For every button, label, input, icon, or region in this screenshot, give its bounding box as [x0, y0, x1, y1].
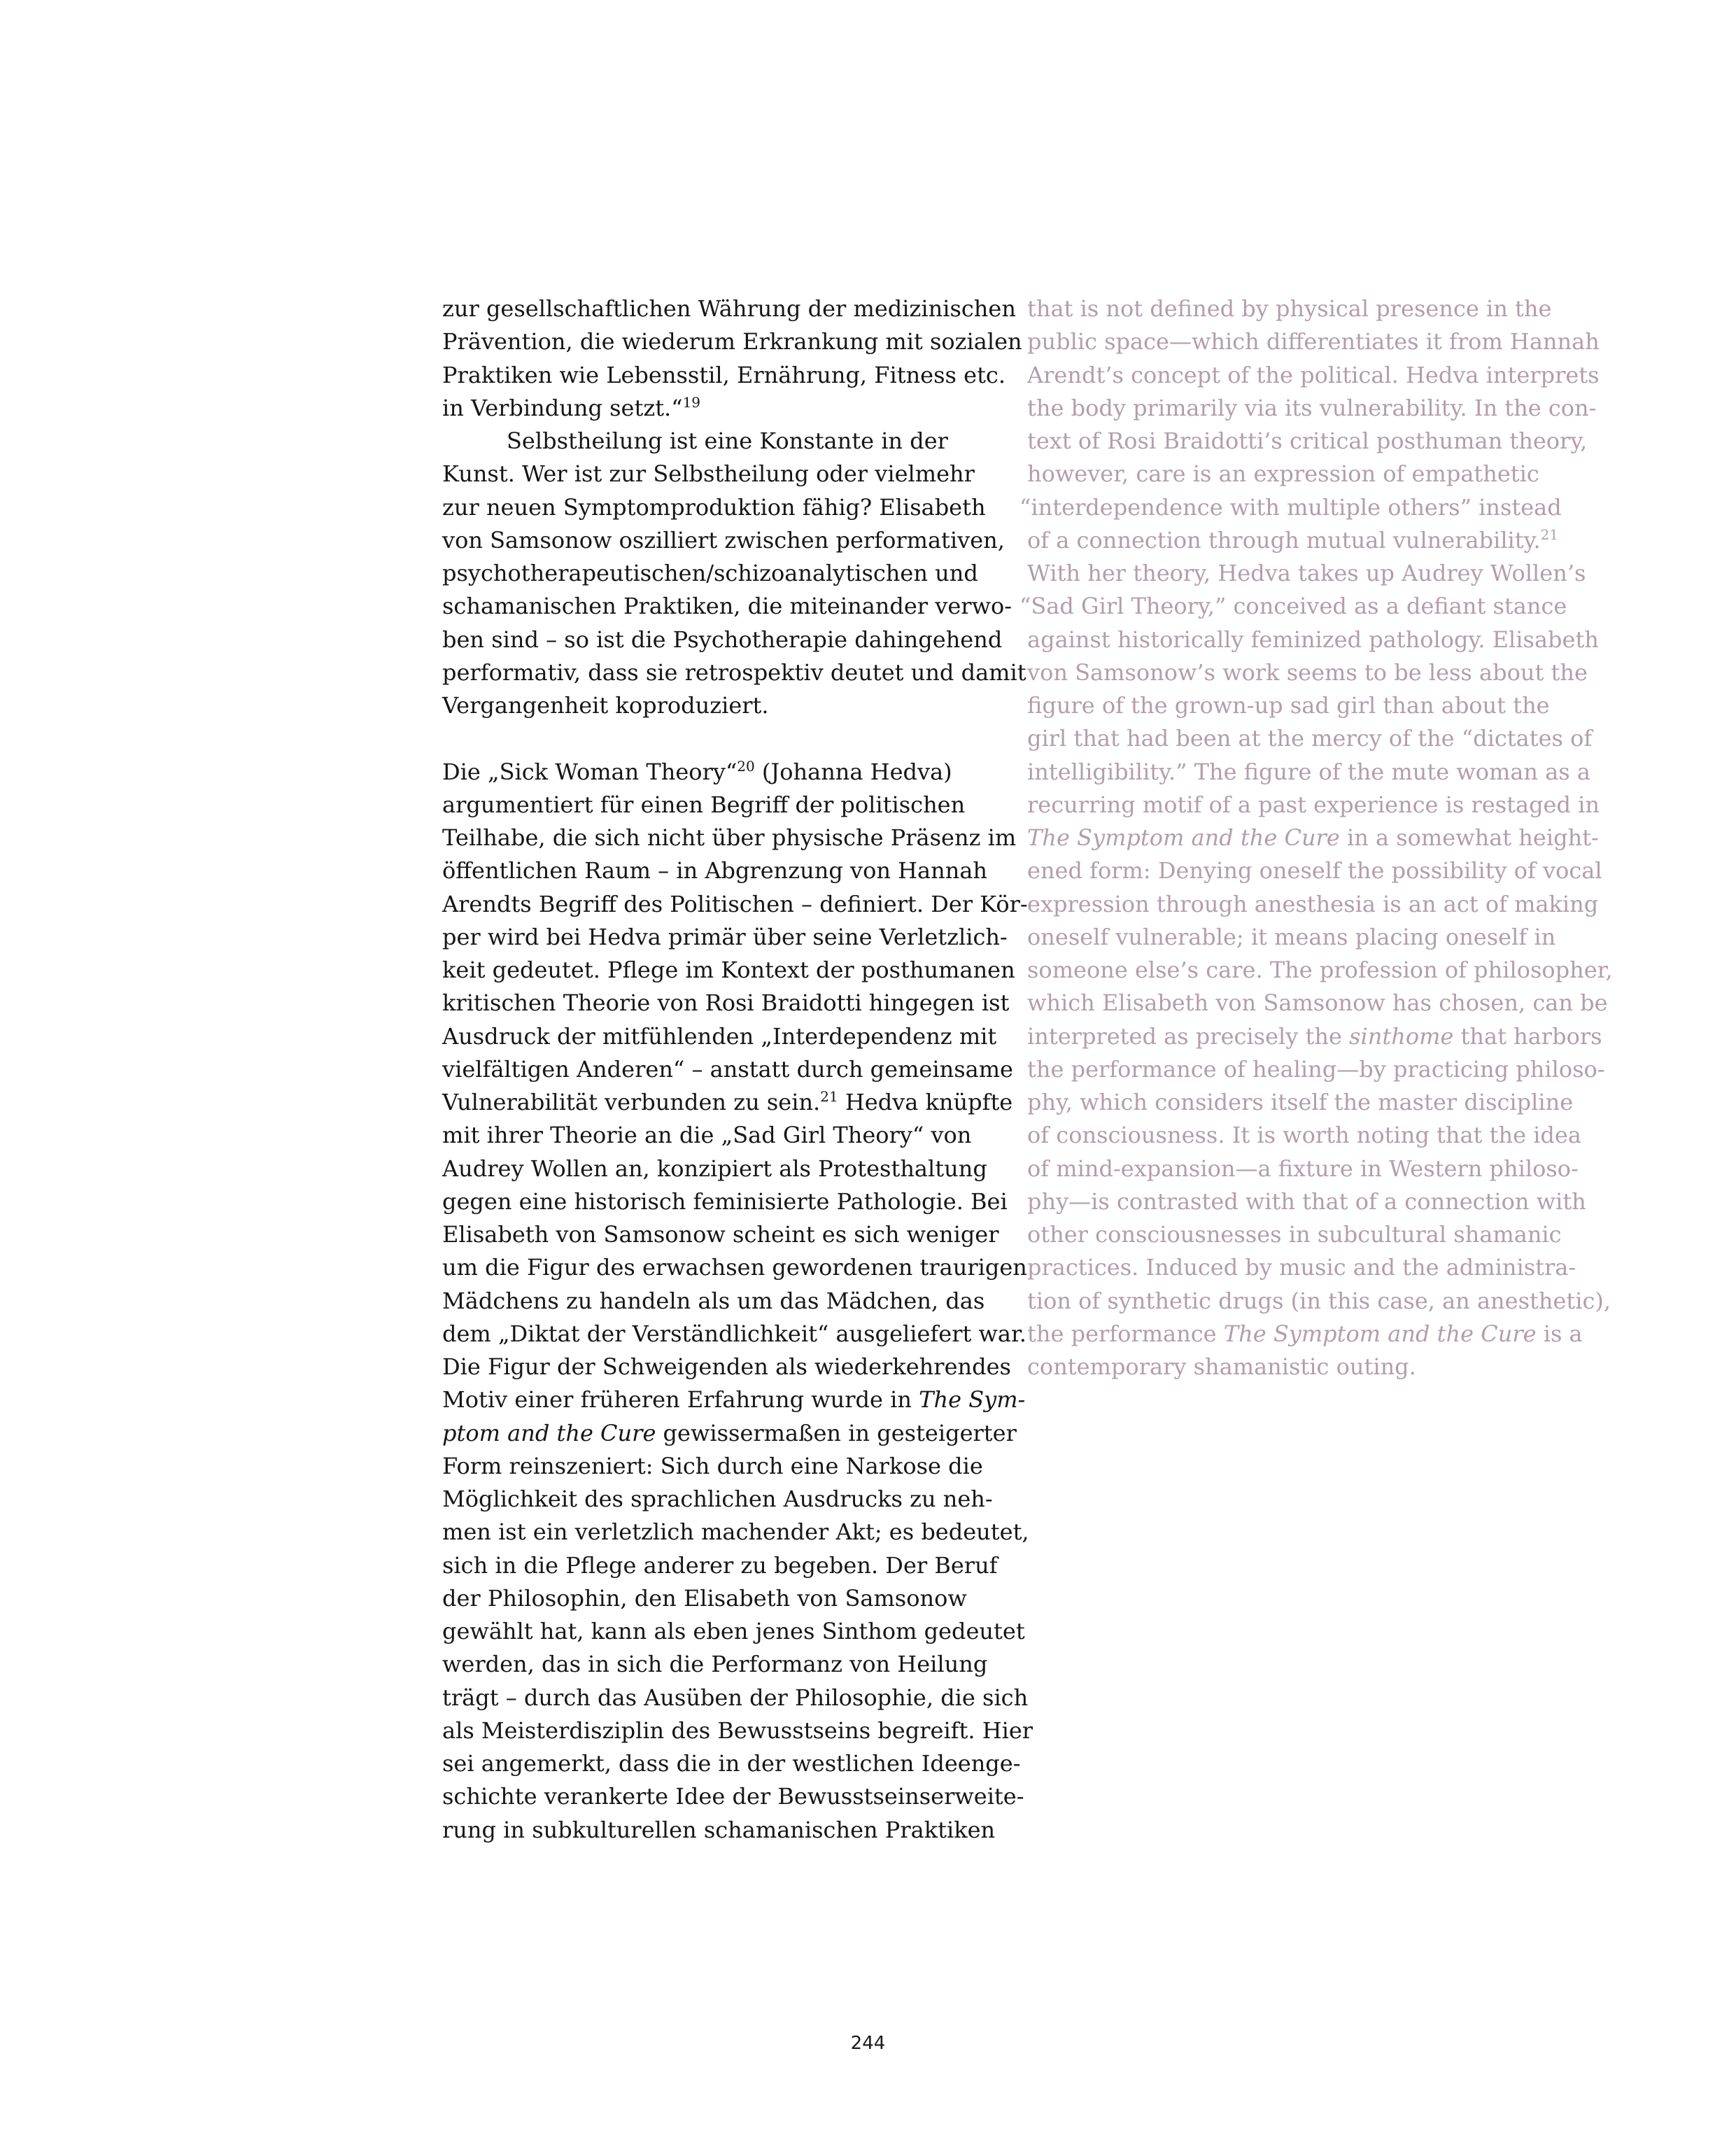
- line-text: contemporary shamanistic outing.: [1027, 1353, 1416, 1380]
- line-text: phy, which considers itself the master discipline: [1027, 1089, 1574, 1115]
- text-line: [442, 1483, 1009, 1516]
- text-line: [442, 1615, 1025, 1648]
- line-text: other consciousnesses in subcultural shamanic: [1027, 1221, 1562, 1248]
- line-text: someone else’s care. The profession of philosopher,: [1027, 957, 1613, 983]
- line-text: als Meisterdisziplin des Bewusstseins begreift. Hier: [442, 1717, 1033, 1744]
- text-line: [442, 854, 1009, 887]
- line-text: psychotherapeutischen/schizoanalytischen und: [442, 560, 978, 586]
- text-line: [1027, 359, 1600, 392]
- text-line: [1027, 1086, 1594, 1119]
- text-line: [442, 1218, 1009, 1251]
- line-text: in Verbindung setzt.“: [442, 394, 683, 421]
- line-text: Die Figur der Schweigenden als wiederkehrendes: [442, 1353, 1011, 1380]
- text-line: [442, 756, 1009, 789]
- line-text: Audrey Wollen an, konzipiert als Protesthaltung: [442, 1155, 987, 1182]
- line-text: “interdependence with multiple others” instead: [1019, 493, 1562, 521]
- text-line: [442, 1417, 1017, 1450]
- text-line: [1027, 1053, 1605, 1086]
- line-text: dem „Diktat der Verständlichkeit“ ausgeliefert war.: [442, 1320, 1026, 1347]
- line-text: the performance of healing—by practicing philoso-: [1027, 1055, 1605, 1083]
- footnote-marker: 20: [737, 757, 755, 775]
- text-line: [442, 458, 1009, 491]
- text-line: [1027, 524, 1594, 557]
- line-text: which Elisabeth von Samsonow has chosen, can be: [1027, 989, 1608, 1017]
- line-text: against historically feminized pathology. Elisabeth: [1027, 626, 1599, 653]
- line-text: argumentiert für einen Begriff der politischen: [442, 791, 966, 818]
- line-text: that is not defined by physical presence in the: [1027, 295, 1552, 322]
- text-line: [442, 1780, 1024, 1813]
- text-line: [442, 921, 1009, 954]
- text-line: [1027, 789, 1600, 822]
- line-text: ben sind – so ist die Psychotherapie dahingehend: [442, 626, 1003, 653]
- text-line: [1019, 590, 1594, 623]
- text-line: [442, 524, 1009, 557]
- line-text: ened form: Denying oneself the possibility of vocal: [1027, 857, 1602, 885]
- line-text: men ist ein verletzlich machender Akt; es bedeutet,: [442, 1519, 1029, 1546]
- text-line: [1027, 656, 1594, 689]
- text-line: [1027, 392, 1597, 425]
- text-line: [1027, 557, 1594, 590]
- line-text: the performance: [1027, 1320, 1224, 1347]
- text-line: [1027, 623, 1599, 656]
- text-line: [442, 987, 1009, 1020]
- text-line: [442, 1450, 1009, 1483]
- line-text: practices. Induced by music and the administra-: [1027, 1254, 1576, 1281]
- text-line: [442, 1318, 1026, 1351]
- text-line: [1027, 1251, 1594, 1284]
- line-text: werden, das in sich die Performanz von Heilung: [442, 1651, 988, 1678]
- line-text: With her theory, Hedva takes up Audrey Wollen’s: [1027, 560, 1586, 586]
- text-line: [442, 590, 1012, 623]
- line-text-continued: (Johanna Hedva): [754, 758, 952, 785]
- text-line: [442, 491, 1009, 524]
- text-line: [442, 1053, 1013, 1086]
- line-text: per wird bei Hedva primär über seine Verletzlich-: [442, 923, 1008, 950]
- line-text: sich in die Pflege anderer zu begeben. Der Beruf: [442, 1551, 998, 1579]
- line-text: gegen eine historisch feminisierte Pathologie. Bei: [442, 1188, 1008, 1215]
- line-text: sei angemerkt, dass die in der westlichen Ideenge-: [442, 1750, 1021, 1777]
- text-line: [442, 1648, 1009, 1681]
- german-text-column: [442, 293, 1033, 1847]
- text-line: [1019, 491, 1594, 524]
- line-text: von Samsonow oszilliert zwischen performativen,: [442, 526, 1005, 554]
- line-text: Form reinszeniert: Sich durch eine Narkose die: [442, 1452, 983, 1479]
- text-line: [1027, 1020, 1602, 1053]
- line-text: schamanischen Praktiken, die miteinander verwo-: [442, 593, 1012, 620]
- text-line: [1027, 1318, 1594, 1351]
- text-line: [442, 1814, 1009, 1847]
- text-line: [442, 1153, 1009, 1185]
- text-line: [442, 1185, 1009, 1218]
- line-text: of mind-expansion—a fixture in Western philoso-: [1027, 1155, 1579, 1182]
- line-text: rung in subkulturellen schamanischen Praktiken: [442, 1816, 996, 1843]
- text-line: [442, 789, 1009, 822]
- line-text: öffentlichen Raum – in Abgrenzung von Hannah: [442, 857, 988, 885]
- text-line: [442, 1549, 1009, 1582]
- footnote-marker: 21: [1540, 526, 1559, 543]
- line-text: zur gesellschaftlichen Währung der medizinischen: [442, 295, 1016, 322]
- text-line: [442, 1351, 1009, 1383]
- line-text: kritischen Theorie von Rosi Braidotti hingegen ist: [442, 989, 1010, 1017]
- line-text: Motiv einer früheren Erfahrung wurde in: [442, 1386, 919, 1414]
- line-text: public space—which differentiates it from Hannah: [1027, 328, 1600, 355]
- text-line: [442, 1516, 1029, 1549]
- text-line: [1027, 325, 1600, 358]
- text-line: [1027, 1119, 1594, 1152]
- line-text: trägt – durch das Ausüben der Philosophie, die sich: [442, 1684, 1029, 1711]
- text-line: [442, 293, 1016, 325]
- line-text: um die Figur des erwachsen gewordenen traurigen: [442, 1254, 1027, 1281]
- italic-title: The Symptom and the Cure: [1223, 1320, 1537, 1347]
- text-line: [1027, 987, 1608, 1020]
- line-text: Möglichkeit des sprachlichen Ausdrucks zu neh-: [442, 1486, 993, 1512]
- text-line: [442, 359, 1009, 392]
- line-text: performativ, dass sie retrospektiv deutet und damit: [442, 658, 1026, 686]
- line-text-continued: in a somewhat height-: [1339, 824, 1599, 851]
- text-line: [1027, 1153, 1594, 1185]
- line-text: Ausdruck der mitfühlenden „Interdependenz mit: [442, 1022, 997, 1050]
- line-text: girl that had been at the mercy of the “dictates of: [1027, 725, 1593, 752]
- line-text: interpreted as precisely the: [1027, 1022, 1350, 1050]
- line-text: Arendt’s concept of the political. Hedva interprets: [1027, 361, 1600, 388]
- text-line: [1027, 921, 1594, 954]
- text-line: [1027, 1218, 1594, 1251]
- text-line: [1027, 1351, 1594, 1383]
- line-text: keit gedeutet. Pflege im Kontext der posthumanen: [442, 957, 1015, 983]
- line-text: Praktiken wie Lebensstil, Ernährung, Fitness etc.: [442, 361, 1006, 388]
- text-line: [442, 1251, 1027, 1284]
- paragraph-gap: [442, 722, 1009, 755]
- text-line: [442, 425, 1009, 458]
- page-number: 244: [850, 2033, 886, 2054]
- line-text: Die „Sick Woman Theory“: [442, 758, 738, 785]
- line-text: schichte verankerte Idee der Bewusstseinserweite-: [442, 1783, 1024, 1810]
- text-line: [442, 557, 1009, 590]
- text-line: [442, 1119, 1009, 1152]
- line-text: “Sad Girl Theory,” conceived as a defiant stance: [1019, 593, 1567, 620]
- text-line: [1027, 756, 1594, 789]
- line-text: Vulnerabilität verbunden zu sein.: [442, 1089, 821, 1115]
- italic-title: The Symptom and the Cure: [1027, 824, 1340, 851]
- text-line: [442, 689, 1009, 722]
- line-text: gewählt hat, kann als eben jenes Sinthom gedeutet: [442, 1618, 1025, 1644]
- line-text: of consciousness. It is worth noting that the idea: [1027, 1122, 1581, 1149]
- text-line: [442, 1747, 1021, 1780]
- line-text: expression through anesthesia is an act of making: [1027, 890, 1599, 917]
- text-line: [1027, 722, 1594, 755]
- footnote-marker: 19: [682, 393, 701, 411]
- line-text: Selbstheilung ist eine Konstante in der: [507, 428, 948, 454]
- line-text: however, care is an expression of empathetic: [1027, 460, 1539, 488]
- text-line: [1027, 458, 1594, 491]
- text-line: [442, 888, 1028, 921]
- line-text: Arendts Begriff des Politischen – definiert. Der Kör-: [442, 890, 1028, 917]
- english-translation-column: [1019, 293, 1613, 1383]
- line-text: intelligibility.” The figure of the mute woman as a: [1027, 758, 1590, 785]
- line-text: von Samsonow’s work seems to be less about the: [1027, 658, 1588, 686]
- line-text: der Philosophin, den Elisabeth von Samsonow: [442, 1584, 967, 1612]
- line-text: tion of synthetic drugs (in this case, an anesthetic),: [1027, 1287, 1611, 1314]
- line-text: text of Rosi Braidotti’s critical posthuman theory,: [1027, 428, 1588, 454]
- line-text: Kunst. Wer ist zur Selbstheilung oder vielmehr: [442, 460, 975, 488]
- text-line: [1027, 822, 1599, 854]
- text-line: [442, 325, 1022, 358]
- line-text: oneself vulnerable; it means placing oneself in: [1027, 923, 1556, 950]
- text-line: [442, 954, 1015, 987]
- line-text: Prävention, die wiederum Erkrankung mit sozialen: [442, 328, 1022, 355]
- text-line: [442, 822, 1017, 854]
- text-line: [442, 1582, 1009, 1615]
- text-line: [1027, 425, 1594, 458]
- line-text: vielfältigen Anderen“ – anstatt durch gemeinsame: [442, 1055, 1013, 1083]
- text-line: [1027, 689, 1594, 722]
- text-line: [1027, 1185, 1594, 1218]
- line-text: zur neuen Symptomproduktion fähig? Elisabeth: [442, 493, 986, 521]
- line-text: Elisabeth von Samsonow scheint es sich weniger: [442, 1221, 999, 1248]
- text-line: [1027, 293, 1594, 325]
- text-line: [442, 1285, 1009, 1318]
- text-line: [1027, 854, 1602, 887]
- line-text: phy—is contrasted with that of a connection with: [1027, 1188, 1586, 1215]
- text-line: [442, 1714, 1033, 1747]
- line-text-continued: is a: [1536, 1320, 1583, 1347]
- italic-title: The Sym-: [919, 1386, 1026, 1414]
- text-line: [1027, 954, 1613, 987]
- text-line: [442, 1020, 1009, 1053]
- line-text: mit ihrer Theorie an die „Sad Girl Theory“ von: [442, 1122, 972, 1149]
- line-text-continued: that harbors: [1453, 1022, 1602, 1050]
- line-text-continued: gewissermaßen in gesteigerter: [656, 1419, 1017, 1446]
- footnote-marker: 21: [820, 1088, 838, 1105]
- line-text: the body primarily via its vulnerability. In the con-: [1027, 394, 1597, 421]
- line-text: of a connection through mutual vulnerability.: [1027, 526, 1541, 554]
- text-line: [442, 1383, 1026, 1416]
- text-line: [442, 623, 1009, 656]
- line-text: Teilhabe, die sich nicht über physische Präsenz im: [442, 824, 1017, 851]
- text-line: [442, 392, 1009, 425]
- text-line: [442, 656, 1026, 689]
- italic-title: ptom and the Cure: [442, 1419, 656, 1446]
- text-line: [1027, 888, 1599, 921]
- line-text-continued: Hedva knüpfte: [838, 1089, 1013, 1115]
- italic-title: sinthome: [1349, 1022, 1454, 1050]
- line-text: Vergangenheit koproduziert.: [442, 692, 769, 719]
- text-line: [1027, 1285, 1611, 1318]
- text-line: [442, 1682, 1029, 1714]
- line-text: figure of the grown-up sad girl than about the: [1027, 692, 1550, 719]
- line-text: recurring motif of a past experience is restaged in: [1027, 791, 1600, 818]
- line-text: Mädchens zu handeln als um das Mädchen, das: [442, 1287, 985, 1314]
- text-line: [442, 1086, 1013, 1119]
